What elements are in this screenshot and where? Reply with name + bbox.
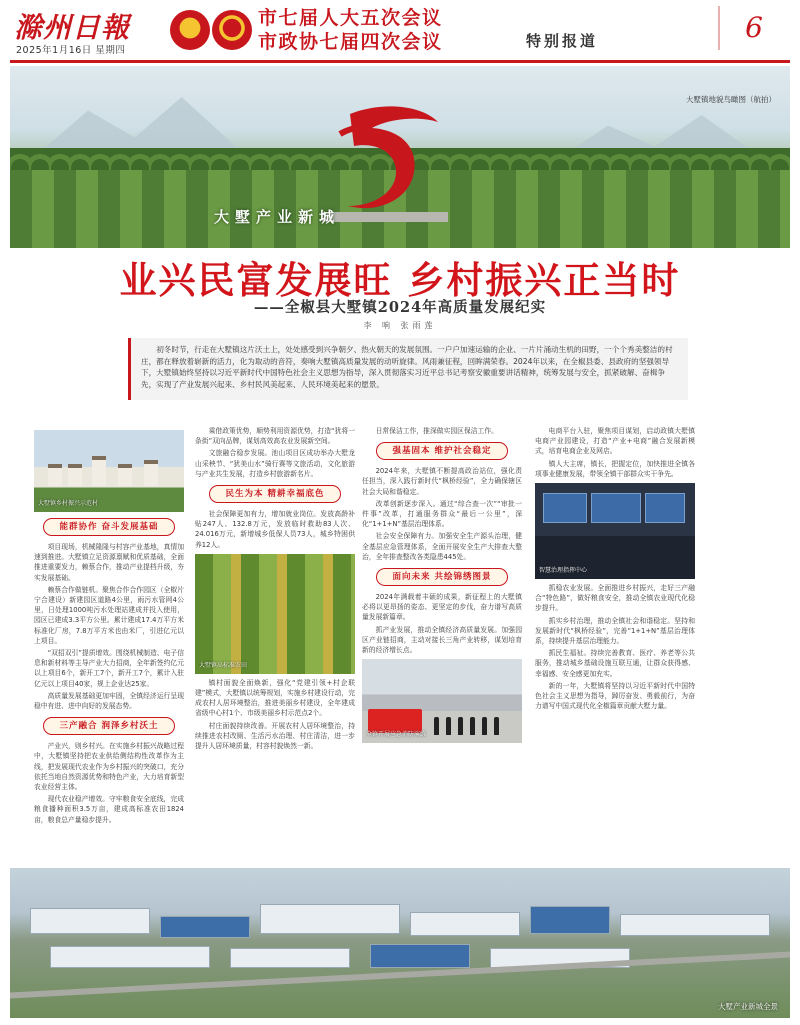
fire-drill-photo: [362, 659, 522, 743]
farmland-photo: [195, 554, 355, 674]
cppcc-emblem-icon: [212, 10, 252, 50]
national-emblem-icon: [170, 10, 210, 50]
firefighter: [482, 717, 487, 735]
factory-roof: [50, 946, 210, 968]
factory-roof: [260, 904, 400, 934]
section-heading: 三产融合 润泽乡村沃土: [43, 717, 175, 735]
hero-sign-text: 大墅产业新城: [214, 208, 341, 226]
article-paragraph: 抓民生福祉。持续完善教育、医疗、养老等公共服务，推动城乡基础设施互联互通，让群众获得感、幸福感、安全感更加充实。: [535, 649, 695, 678]
section-heading: 民生为本 精耕幸福底色: [209, 485, 341, 503]
article-paragraph: 改革创新逐步深入。通过“综合查一次”“审批一件事”改革，打通服务群众“最后一公里”，深化“1+1+N”基层治理体系。: [362, 499, 522, 529]
photo-caption: 全镇开展应急消防演练: [366, 731, 427, 739]
article-paragraph: 项目现场，机械隆隆与村容产业基地，真情加速到推进。大墅镇立足资源禀赋和优质基础，全面推进重要发力，赖蔡合作，推动产业提档升级，夯实发展基础。: [34, 543, 184, 582]
section-heading: 面向未来 共绘锦绣图景: [376, 568, 508, 586]
village-house: [144, 460, 158, 486]
photo-caption: 大墅镇高标准农田: [199, 661, 248, 669]
factory-roof: [620, 914, 770, 936]
village-house: [118, 464, 132, 486]
meeting-title-line2: 市政协七届四次会议: [258, 31, 443, 53]
lead-paragraph: 初冬时节，行走在大墅镇这片沃土上，处处感受到兴争朝夕、热火朝天的发展氛围。一户户加速运输的企业、一片片涌动生机的田野，一个个秀美整洁的村庄，都在释放着崭新的活力，化为取动的音符，奏响大墅镇高质量发展的动听旋律。风雨兼征程，回眸满荣春。2024年以来，在全椒县委、县政府的坚强领导下，大墅镇始终坚持以习近平新时代中国特色社会主义思想为指导，深入贯彻落实习近平总书记考察安徽重要讲话精神，统筹发展与安全，抓紧破解、奋楫争先，实现了产业发展兴起来、乡村民风美起来、人民环境美起来的愿景。: [128, 338, 688, 400]
article-paragraph: 电商平台入驻，聚焦项目谋划，启动政镇大墅镇电商产业园建设，打造“产业+电商”融合发展新模式，培育电商企业及网店。: [535, 427, 695, 456]
article-paragraph: 社会保障更加有力，增加就业岗位。发放高龄补贴247人、132.8万元，发放临时救助83人次、24.016万元，新增城乡低保人员73人，城乡特困供养12人。: [195, 510, 355, 549]
firefighter: [446, 717, 451, 735]
article-paragraph: 赖蔡合作做链机。聚焦合作合作园区（全椒片宁合建设）新建园区道路4公里，雨污水管网4公里，日处理1000吨污水处理站建成并投入使用，园区已建成3.3平方公里。累计建成17.4万平方米标准化厂房，7.8万平方米也由米厂，引进亿元以上项目。: [34, 585, 184, 645]
village-house: [92, 456, 106, 486]
article-paragraph: 社会安全保障有力。加强安全生产源头治理，健全基层应急管理体系，全面开展安全生产大排查大整治，全年排查整改各类隐患445处。: [362, 532, 522, 561]
page-number: 6: [718, 6, 788, 50]
village-house: [48, 464, 62, 486]
article-paragraph: 现代农业稳产增效。守牢粮食安全底线，完成粮食播种面积3.5万亩，建成高标准农田1824亩，粮食总产量稳步提升。: [34, 795, 184, 824]
masthead: [0, 0, 800, 62]
article-paragraph: 抓稳农业发展。全面推进乡村振兴，走好三产融合“特色路”，做好粮食安全，推动全镇农业现代化稳步提升。: [535, 584, 695, 613]
article-paragraph: 产业兴，则乡村兴。在实施乡村振兴战略过程中，大墅镇坚持把农业供给侧结构性改革作为主线，把发展现代农业作为乡村振兴的突破口，充分依托当地自然资源优势和特色产业，大力培育新型农业经营主体。: [34, 742, 184, 792]
firefighter: [458, 717, 463, 735]
firefighter: [470, 717, 475, 735]
display-screen: [645, 493, 685, 523]
display-screen: [591, 493, 641, 523]
hero-photo: [10, 66, 790, 248]
article-paragraph: 乘借政策优势，顺势利用资源优势，打造“犹将一条街”双向品牌，谋划高效高农业发展新空间。: [195, 427, 355, 446]
article-paragraph: 抓产业发展，推动全镇经济高质量发展。加强园区产业链招商，主动对接长三角产业转移，谋划培育新的经济增长点。: [362, 625, 522, 655]
headline: 业兴民富发展旺 乡村振兴正当时: [119, 259, 681, 302]
village-photo: [34, 430, 184, 512]
display-screen: [543, 493, 587, 523]
article-paragraph: “双招双引”提质增效。围绕机械制造、电子信息和新材料等主导产业大力招商，全年新签约亿元以上项目6个，新开工7个，新开工7个，累计入驻亿元以上项目40家，规上企业达25家。: [34, 649, 184, 688]
section-heading: 强基固本 维护社会稳定: [376, 442, 508, 460]
control-center-photo: [535, 483, 695, 579]
article-paragraph: 镇村面貌全面焕新，强化“党建引领+村企联建”模式，大墅镇以统筹规划，实施乡村建设行动，完成农村人居环境整治，推进美丽乡村建设，全年建成省级中心村1个、市级美丽乡村示范点2个。: [195, 678, 355, 718]
factory-roof: [30, 908, 150, 934]
article-column-3: [362, 426, 522, 747]
factory-roof: [230, 948, 350, 968]
firefighter: [494, 717, 499, 735]
factory-roof: [530, 906, 610, 934]
firefighter: [434, 717, 439, 735]
article-paragraph: 文旅融合稳步发展。池山项目区成功举办大墅龙山采秧节、“犹美山水”骑行赛等文旅活动，文化旅游与产业共生发展，打造乡村旅游新名片。: [195, 449, 355, 478]
photo-caption: 大墅产业新城全景: [718, 1002, 778, 1011]
photo-caption: 智慧治理指挥中心: [539, 566, 588, 574]
byline: 李 响 张雨莲: [363, 321, 437, 330]
masthead-divider: [10, 60, 790, 63]
article-paragraph: 日常保洁工作，推深做实园区保洁工作。: [375, 427, 498, 435]
meeting-title: [258, 6, 443, 54]
factory-roof: [410, 912, 520, 936]
article-paragraph: 镇人大主席，镇长，把握定位，加快推进全镇各项事业健康发展，带领全镇干部群众实干争先。: [535, 459, 695, 478]
article-paragraph: 村庄面貌持续改善。开展农村人居环境整治，持续推进农村改厕、生活污水治理、村庄清洁，进一步提升人居环境质量，村容村貌焕然一新。: [195, 721, 355, 751]
section-heading: 能群协作 奋斗发展基础: [43, 518, 175, 536]
article-column-4: [535, 426, 695, 713]
factory-roof: [160, 916, 250, 938]
article-column-1: [34, 426, 184, 827]
industrial-park-panorama: [10, 868, 790, 1018]
section-label: 特别报道: [526, 32, 599, 50]
article-paragraph: 抓实乡村治理，推动全镇社会和谐稳定。坚持和发展新时代“枫桥经验”，完善“1+1+N”基层治理体系，持续提升基层治理能力。: [535, 616, 695, 646]
article-paragraph: 新的一年，大墅镇将坚持以习近平新时代中国特色社会主义思想为指导，踔厉奋发、勇毅前行，为奋力谱写中国式现代化全椒篇章贡献大墅力量。: [535, 681, 695, 711]
subheadline: ——全椒县大墅镇2024年高质量发展纪实: [253, 299, 547, 316]
article-paragraph: 高质量发展基础更加牢固，全镇经济运行呈现稳中有进、进中向好的发展态势。: [34, 691, 184, 711]
article-paragraph: 2024年满载着丰硕的成果，新征程上的大墅镇必将以更昂扬的姿态、更坚定的步伐，奋力谱写高质量发展新篇章。: [362, 593, 522, 622]
hero-caption: 大墅镇地貌鸟瞰图（航拍）: [686, 95, 776, 104]
photo-caption: 大墅镇乡村振兴示范村: [38, 499, 99, 507]
issue-date: 2025年1月16日 星期四: [16, 45, 126, 56]
newspaper-logo: 滁州日報: [14, 11, 131, 44]
meeting-title-line1: 市七届人大五次会议: [258, 7, 443, 29]
village-house: [68, 464, 82, 486]
factory-roof: [370, 944, 470, 968]
article-paragraph: 2024年来，大墅镇不断提高政治站位，强化责任担当，深入践行新时代“枫桥经验”，全力确保辖区社会大局和谐稳定。: [362, 467, 522, 496]
article-column-2: [195, 426, 355, 753]
